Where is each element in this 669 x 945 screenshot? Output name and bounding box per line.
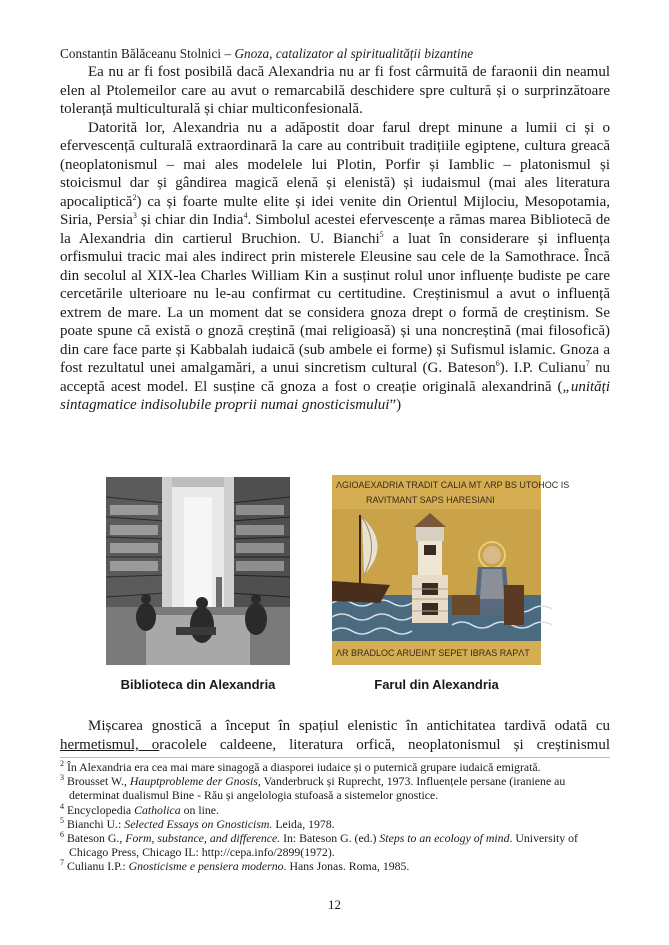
footnote-divider <box>60 757 610 758</box>
lighthouse-mosaic-image <box>332 475 570 665</box>
footnote-text: Culianu I.P.: <box>64 859 129 874</box>
footnote-title: Form, substance, and difference. <box>125 831 281 846</box>
p2-text: a luat în considerare și influența orfismului tracic mai ales indirect prin misterele Eleusine sau cele de la Samothrace. Încă din secolul al XIX-lea Charles William Kin a susținut rolul unor influențe budiste pe care cercetările ulterioare nu le-au confirmat cu certitudine. Creștinismul a avut o influență extrem de mare. La un moment dat se considera gnoza drept o formă de creștinism. Se poate spune că există o gnoză creștină (mai religioasă) și una noncreștină (mai filosofică) din care face parte și Kabbalah iudaică (sub ambele ei forme) și Sufismul islamic. Gnoza a fost rezultatul unei amalgamări, a unui sincretism cultural (G. Bateson <box>60 230 610 376</box>
footnote-text: Brousset W., <box>64 774 130 789</box>
library-engraving-image <box>106 477 290 665</box>
p3-text: Mișcarea gnostică a început în spațiul elenistic în antichitatea tardivă odată cu <box>88 718 610 734</box>
caption-lighthouse: Farul din Alexandria <box>374 677 499 692</box>
footnote-number: 4 <box>60 801 64 811</box>
main-text <box>60 63 610 415</box>
p2-text: și chiar din India <box>136 212 244 228</box>
footnote-ref-7: 7 <box>585 359 590 368</box>
footnote-2 <box>60 760 610 774</box>
page-number: 12 <box>328 897 341 912</box>
footnote-number: 6 <box>60 830 64 840</box>
caption-library: Biblioteca din Alexandria <box>120 677 276 692</box>
p2-quote: „unități sintagmatice indisolubile proprii numai gnosticismului <box>60 378 610 413</box>
footnote-text: Leida, 1978. <box>272 816 335 831</box>
p3-underlined: hermetismul, o <box>60 737 160 753</box>
paragraph-2 <box>60 119 610 415</box>
main-text-continued <box>60 717 610 755</box>
footnote-ref-5: 5 <box>379 229 384 239</box>
footnote-4 <box>60 803 610 817</box>
paragraph-1: Ea nu ar fi fost posibilă dacă Alexandria nu ar fi fost cârmuită de faraonii din neamul elen al Ptolemeilor care au avut o remarcabilă deschidere spre cultură și o surprinzătoare toleranță multiculturală și chiar multiconfesională. <box>60 64 610 117</box>
p2-text: Datorită lor, Alexandria nu a adăpostit doar farul drept minune a lumii ci și o efervescență culturală extraordinară la care au contribuit tradițiile egiptene, cultura greacă (neoplatonismul – mai ales modelele lui Plotin, Porfir și Iamblic – platonismul și stoicismul dar și gândirea magică elenă și elenistă) și iudaismul (mai ales literatura apocaliptică <box>60 119 610 210</box>
footnote-number: 7 <box>60 858 64 868</box>
footnote-ref-3: 3 <box>132 211 137 220</box>
header-author: Constantin Bălăceanu Stolnici <box>60 46 222 61</box>
footnote-text: , Vanderbruck și Ruprecht, 1973. Influențele persane (iraniene au determinat dualismul Bine - Rău și angelologia stufoasă a sistemelor gnostice. <box>69 774 566 803</box>
footnotes <box>60 760 610 874</box>
footnote-title: Hauptprobleme der Gnosis <box>129 774 258 789</box>
p2-text: ). I.P. Culianu <box>499 360 586 376</box>
footnote-ref-4: 4 <box>243 211 248 220</box>
footnote-text: Bateson G., <box>64 831 126 846</box>
footnote-6 <box>60 831 610 859</box>
footnote-ref-6: 6 <box>495 359 500 368</box>
mosaic-inscription-top-2: RAVITMANT SAPS HARESIANI <box>366 495 495 505</box>
footnote-text: on line. <box>180 802 219 817</box>
footnote-text: In: Bateson G. (ed.) <box>280 831 380 846</box>
footnote-text: Encyclopedia <box>64 802 135 817</box>
footnote-title: Catholica <box>134 802 181 817</box>
footnote-title: Gnosticisme e pensiera moderno <box>128 859 284 874</box>
header-title: Gnoza, catalizator al spiritualității bizantine <box>234 46 474 61</box>
footnote-number: 3 <box>60 773 64 783</box>
p2-text: ) ca și foarte multe elite și idei venite din Orientul Mijlociu, Mesopotamia, Siria, Persia <box>60 193 610 228</box>
footnote-text: . University of Chicago Press, Chicago IL: http://cepa.info/2899(1972). <box>69 831 578 860</box>
footnote-title: Selected Essays on Gnosticism. <box>124 816 273 831</box>
paragraph-3 <box>60 717 610 755</box>
footnote-title: Steps to an ecology of mind <box>379 831 510 846</box>
p2-text: . Simbolul acestei efervescențe a rămas marea Bibliotecă de la Alexandria din cartierul Bruchion. U. Bianchi <box>60 212 610 247</box>
p3-text: racolele caldeene, literatura orfică, neoplatonismul și creștinismul <box>159 737 610 753</box>
header-separator: – <box>221 46 235 61</box>
p2-text: nu acceptă acest model. El susține că gnoza a fost o creație originală alexandrină ( <box>60 360 610 395</box>
p2-text: ”) <box>389 397 402 413</box>
mosaic-inscription-top: ΛGIOAEXADRIA TRADIT CALIA MT ΛRP BS UTOHOC IS <box>336 480 570 490</box>
footnote-7 <box>60 859 610 873</box>
footnote-text: În Alexandria era cea mai mare sinagogă a diasporei iudaice și o puternică grupare iudaică emigrată. <box>64 760 541 774</box>
running-header <box>60 46 610 62</box>
mosaic-inscription-bottom: ΛR BRADLOC ARUEINT SEPET IBRAS RAPΛT <box>336 648 530 658</box>
footnote-text: Bianchi U.: <box>64 816 125 831</box>
footnote-3 <box>60 774 610 802</box>
footnote-ref-2: 2 <box>132 192 137 202</box>
footnote-text: . Hans Jonas. Roma, 1985. <box>283 859 410 874</box>
footnote-number: 2 <box>60 759 64 769</box>
figures-row <box>0 475 669 697</box>
footnote-5 <box>60 817 610 831</box>
footnote-number: 5 <box>60 815 64 825</box>
